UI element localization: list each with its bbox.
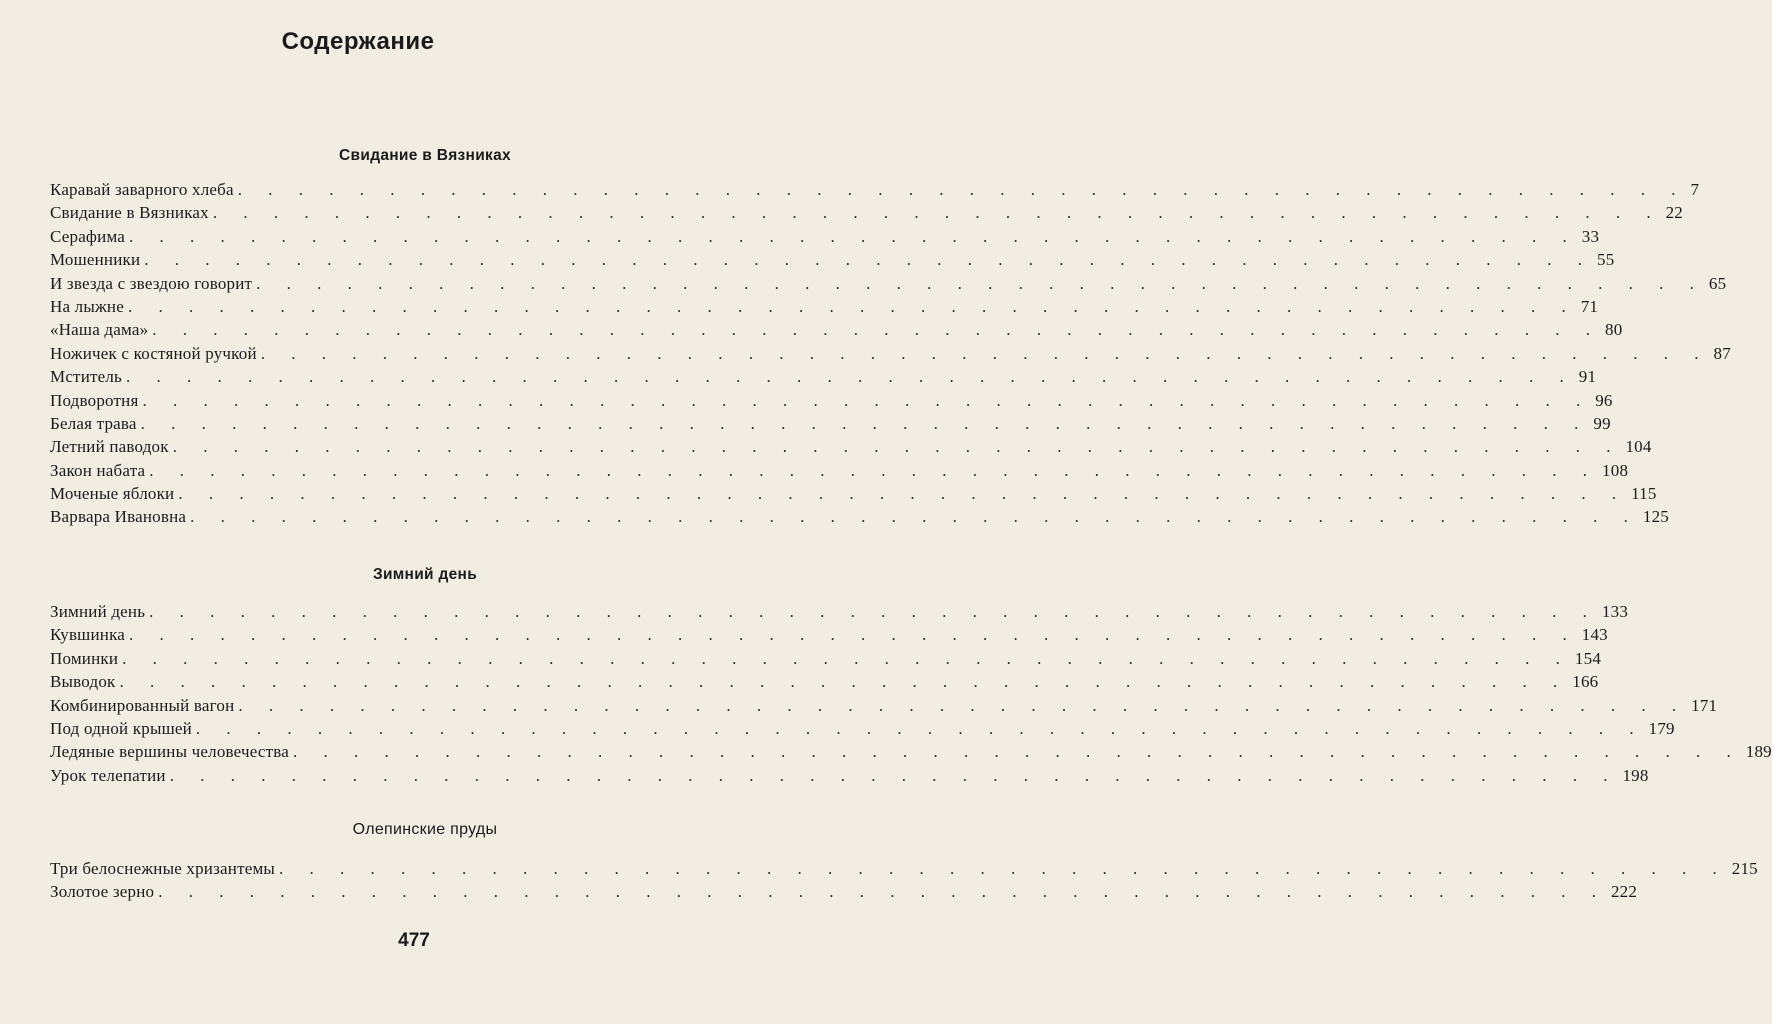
toc-entry-page: 22 [1665,203,1683,223]
toc-entry [50,859,1758,882]
toc-entry [50,648,1602,672]
toc-entry-title: Урок телепатии [50,765,166,785]
toc-section-3 [50,859,1758,906]
toc-entry-page: 55 [1597,250,1615,270]
dot-leader: . . . . . . . . . . . . . . . . . . . . . . . . . . . . . . . . . . . . . . . . . . . . . . . . [212,203,1662,223]
dot-leader: . . . . . . . . . . . . . . . . . . . . . . . . . . . . . . . . . . . . . . . . . . . . . . . . [172,437,1622,457]
toc-entry [50,507,1669,530]
toc-entry [50,320,1623,343]
toc-entry [50,625,1608,648]
toc-entry-page: 198 [1622,765,1649,785]
toc-entry-title: Выводок [50,672,116,692]
toc-entry-page: 133 [1601,602,1629,621]
toc-entry-title: Варвара Ивановна [50,507,187,527]
section-heading-2: Зимний день [372,566,478,583]
dot-leader: . . . . . . . . . . . . . . . . . . . . . . . . . . . . . . . . . . . . . . . . . . . . . . . . [152,320,1602,340]
dot-leader: . . . . . . . . . . . . . . . . . . . . . . . . . . . . . . . . . . . . . . . . . . . . . . . . [142,390,1592,410]
toc-entry-page: 115 [1631,484,1657,504]
toc-entry-page: 71 [1580,296,1599,316]
toc-entry-page: 171 [1691,695,1718,715]
page-title: Содержание [281,28,435,55]
dot-leader: . . . . . . . . . . . . . . . . . . . . . . . . . . . . . . . . . . . . . . . . . . . . . . . . [158,882,1607,902]
dot-leader: . . . . . . . . . . . . . . . . . . . . . . . . . . . . . . . . . . . . . . . . . . . . . . . . [129,226,1578,246]
toc-entry-page: 33 [1581,226,1600,246]
toc-entry [50,742,1772,765]
section-heading-3: Олепинские пруды [352,821,498,838]
toc-entry-page: 104 [1625,437,1652,457]
dot-leader: . . . . . . . . . . . . . . . . . . . . . . . . . . . . . . . . . . . . . . . . . . . . . . . . [149,460,1599,480]
dot-leader: . . . . . . . . . . . . . . . . . . . . . . . . . . . . . . . . . . . . . . . . . . . . . . . . [140,413,1590,433]
toc-entry-title: Три белоснежные хризантемы [50,859,276,878]
section-heading-1: Свидание в Вязниках [339,147,511,164]
dot-leader: . . . . . . . . . . . . . . . . . . . . . . . . . . . . . . . . . . . . . . . . . . . . . . . . [293,742,1742,762]
dot-leader: . . . . . . . . . . . . . . . . . . . . . . . . . . . . . . . . . . . . . . . . . . . . . . . . [169,765,1619,785]
toc-entry-title: Летний паводок [50,437,169,457]
toc-entry-title: Моченые яблоки [50,484,175,504]
toc-entry [50,695,1718,719]
dot-leader: . . . . . . . . . . . . . . . . . . . . . . . . . . . . . . . . . . . . . . . . . . . . . . . . [126,367,1575,387]
toc-entry-title: Ледяные вершины человечества [50,742,290,762]
dot-leader: . . . . . . . . . . . . . . . . . . . . . . . . . . . . . . . . . . . . . . . . . . . . . . . . [195,718,1645,738]
toc-entry [50,672,1599,695]
dot-leader: . . . . . . . . . . . . . . . . . . . . . . . . . . . . . . . . . . . . . . . . . . . . . . . . [119,672,1569,692]
toc-entry-page: 189 [1745,742,1772,762]
dot-leader: . . . . . . . . . . . . . . . . . . . . . . . . . . . . . . . . . . . . . . . . . . . . . . . . [190,507,1639,527]
toc-entry-title: И звезда с звездою говорит [50,273,253,293]
dot-leader: . . . . . . . . . . . . . . . . . . . . . . . . . . . . . . . . . . . . . . . . . . . . . . . . [256,273,1705,293]
toc-entry-title: На лыжне [50,296,124,316]
toc-section-1 [50,180,1731,531]
toc-entry-title: Мошенники [50,250,141,270]
toc-entry-page: 91 [1578,367,1597,387]
toc-section-2 [50,602,1772,789]
toc-entry [50,296,1599,320]
toc-entry [50,226,1600,250]
toc-entry-title: Белая трава [50,413,137,433]
dot-leader: . . . . . . . . . . . . . . . . . . . . . . . . . . . . . . . . . . . . . . . . . . . . . . . . [144,250,1594,270]
toc-entry [50,765,1649,789]
toc-entry-title: Кувшинка [50,625,126,645]
dot-leader: . . . . . . . . . . . . . . . . . . . . . . . . . . . . . . . . . . . . . . . . . . . . . . . . [129,625,1578,645]
toc-entry-title: Зимний день [50,602,146,621]
dot-leader: . . . . . . . . . . . . . . . . . . . . . . . . . . . . . . . . . . . . . . . . . . . . . . . . [260,343,1710,363]
toc-entry-page: 222 [1610,882,1638,902]
toc-entry [50,437,1652,460]
toc-entry-page: 143 [1581,625,1608,645]
dot-leader: . . . . . . . . . . . . . . . . . . . . . . . . . . . . . . . . . . . . . . . . . . . . . . . . [178,484,1628,504]
toc-entry-title: «Наша дама» [50,320,149,340]
toc-entry [50,484,1657,507]
dot-leader: . . . . . . . . . . . . . . . . . . . . . . . . . . . . . . . . . . . . . . . . . . . . . . . . [237,180,1687,199]
toc-entry-title: Каравай заварного хлеба [50,180,234,199]
toc-entry-title: Подворотня [50,390,139,410]
toc-entry [50,273,1727,297]
dot-leader: . . . . . . . . . . . . . . . . . . . . . . . . . . . . . . . . . . . . . . . . . . . . . . . . [238,695,1688,715]
toc-entry [50,250,1615,273]
toc-entry [50,180,1700,203]
toc-entry-title: Поминки [50,648,119,668]
toc-entry-page: 96 [1595,390,1613,410]
toc-entry-title: Мститель [50,367,122,387]
toc-entry [50,882,1638,905]
dot-leader: . . . . . . . . . . . . . . . . . . . . . . . . . . . . . . . . . . . . . . . . . . . . . . . . [149,602,1598,621]
toc-entry-page: 154 [1574,648,1602,668]
toc-entry-title: Ножичек с костяной ручкой [50,343,257,363]
dot-leader: . . . . . . . . . . . . . . . . . . . . . . . . . . . . . . . . . . . . . . . . . . . . . . . . [279,859,1728,878]
toc-entry-page: 7 [1690,180,1700,199]
toc-entry [50,460,1629,484]
dot-leader: . . . . . . . . . . . . . . . . . . . . . . . . . . . . . . . . . . . . . . . . . . . . . . . . [127,296,1577,316]
toc-entry [50,390,1613,414]
toc-entry-title: Свидание в Вязниках [50,203,209,223]
toc-entry-page: 215 [1731,859,1758,878]
toc-entry-page: 179 [1648,718,1675,738]
toc-entry-page: 108 [1602,460,1629,480]
toc-entry-title: Комбинированный вагон [50,695,235,715]
toc-entry-page: 125 [1642,507,1669,527]
dot-leader: . . . . . . . . . . . . . . . . . . . . . . . . . . . . . . . . . . . . . . . . . . . . . . . . [122,648,1571,668]
toc-entry-page: 99 [1593,413,1611,433]
toc-entry-title: Закон набата [50,460,146,480]
page-number: 477 [398,930,430,951]
toc-entry-page: 166 [1572,672,1599,692]
toc-entry [50,413,1611,437]
toc-entry-page: 65 [1708,273,1727,293]
toc-entry [50,602,1629,625]
toc-entry-title: Золотое зерно [50,882,155,902]
toc-entry [50,203,1683,226]
toc-entry-title: Под одной крышей [50,718,192,738]
toc-entry [50,718,1675,742]
toc-entry-title: Серафима [50,226,126,246]
toc-entry [50,343,1731,367]
toc-entry [50,367,1597,390]
toc-entry-page: 87 [1713,343,1731,363]
toc-entry-page: 80 [1605,320,1623,340]
